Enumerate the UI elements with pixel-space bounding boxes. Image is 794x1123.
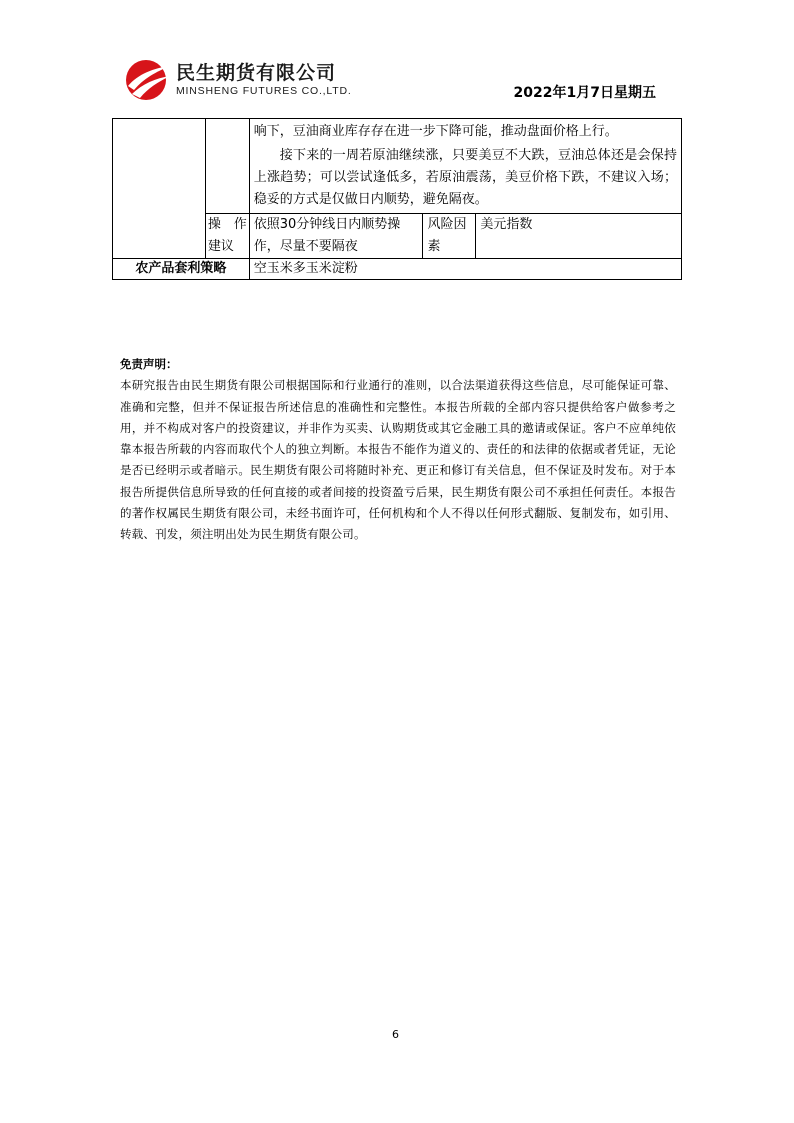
subcategory-cell bbox=[205, 119, 249, 214]
analysis-table bbox=[112, 118, 682, 280]
disclaimer-title: 免责声明： bbox=[120, 357, 178, 371]
page-header bbox=[112, 52, 682, 120]
risk-text: 美元指数 bbox=[476, 214, 682, 259]
risk-label: 风险因素 bbox=[423, 214, 476, 259]
analysis-paragraph: 接下来的一周若原油继续涨，只要美豆不大跌，豆油总体还是会保持上涨趋势；可以尝试逢低多，若原油震荡，美豆价格下跌，不建议入场；稳妥的方式是仅做日内顺势，避免隔夜。 bbox=[253, 148, 677, 207]
op-label: 操作建议 bbox=[205, 214, 249, 259]
disclaimer bbox=[120, 354, 676, 546]
table-row bbox=[113, 119, 682, 214]
table-row bbox=[113, 259, 682, 280]
company-name-en: MINSHENG FUTURES CO.,LTD. bbox=[176, 85, 352, 97]
company-name-cn: 民生期货有限公司 bbox=[176, 62, 337, 84]
strategy-label: 农产品套利策略 bbox=[113, 259, 250, 280]
op-text: 依照30分钟线日内顺势操作，尽量不要隔夜 bbox=[249, 214, 423, 259]
category-cell bbox=[113, 119, 206, 259]
company-logo bbox=[124, 56, 384, 104]
minsheng-logo-icon bbox=[124, 56, 172, 102]
page-number: 6 bbox=[392, 1028, 399, 1041]
report-date: 2022年1月7日星期五 bbox=[513, 85, 656, 101]
analysis-cell bbox=[249, 119, 681, 214]
analysis-paragraph: 响下，豆油商业库存存在进一步下降可能，推动盘面价格上行。 bbox=[253, 124, 618, 139]
disclaimer-body: 本研究报告由民生期货有限公司根据国际和行业通行的准则，以合法渠道获得这些信息，尽可能保证可靠、准确和完整，但并不保证报告所述信息的准确性和完整性。本报告所载的全部内容只提供给客户做参考之用，并不构成对客户的投资建议，并非作为买卖、认购期货或其它金融工具的邀请或保证。客户不应单纯依靠本报告所载的内容而取代个人的独立判断。本报告不能作为道义的、责任的和法律的依据或者凭证，无论是否已经明示或者暗示。民生期货有限公司将随时补充、更正和修订有关信息，但不保证及时发布。对于本报告所提供信息所导致的任何直接的或者间接的投资盈亏后果，民生期货有限公司不承担任何责任。本报告的著作权属民生期货有限公司，未经书面许可，任何机构和个人不得以任何形式翻版、复制发布，如引用、转载、刊发，须注明出处为民生期货有限公司。 bbox=[120, 378, 676, 542]
strategy-text: 空玉米多玉米淀粉 bbox=[249, 259, 681, 280]
